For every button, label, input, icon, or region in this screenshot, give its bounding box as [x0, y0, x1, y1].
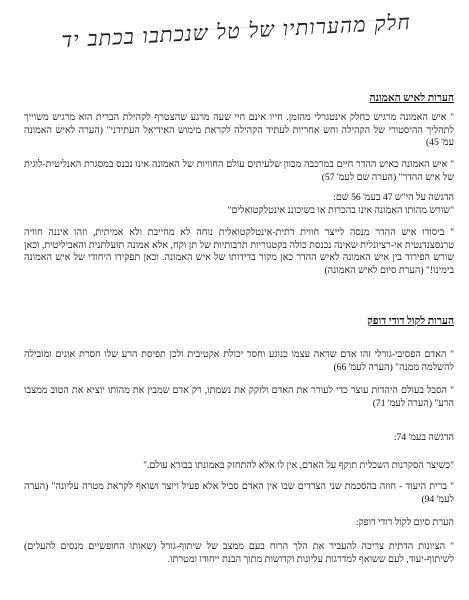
- paragraph-1: " איש האמונה מרגיש כחלק אינטגרלי מהזמן. חייו אינם חיי שעה מרגע שהצטרף לקהילת הברית הוא מרגיש משוייך לתהליך ההיסטורי של הקהילה וחש אחריות לעתיד הקהילה לקראת מימוש האידיאל העתידני" (הערה לאיש האמונה עמ' 45): [24, 112, 454, 149]
- paragraph-9: "כשיצר הסקרנות השכלית תוקף על האדם, אין לו אלא להתחזק באמונתו בבורא עולם.": [143, 460, 454, 471]
- paragraph-11: הערת סיום לקול דודי דופק:: [355, 517, 454, 528]
- paragraph-12: " הציונות הדתית צריכה להעביר את הלך הרוח בעם ממצב של שיתוף-גורל (שאותו החופשיים מנסים להעלים) לשיתוף-יעוד, לעם ששואף למדרגות עליונות וקדושות מתוך הבנת ייחודו ומטרתו.: [24, 541, 454, 565]
- section-title-faith-man: הערות לאיש האמונה: [369, 93, 454, 104]
- handwritten-title-text: חלק מהערותיו של טל שנכתבו בכתב יד: [61, 10, 412, 53]
- paragraph-8: הדגשה בעמ' 74:: [393, 432, 454, 443]
- paragraph-7: " הסבל בעולם היהדות עוצר כדי לעורר את האדם ולזקק את נשמתו, רק אדם שמבין את מהותו יוציא את הטוב ממצבו הרע" (הערה לעמ' 71): [24, 385, 454, 409]
- paragraph-5: " ביסודו איש ההדר מנסה לייצר חווית דתית-אינטלקטואלית נוחה לא מחייבת ולא אמיתית, וזהו איננה חוויה טרנסצנדנטית אי-רציונלית שאינה נכנסת כולה בקטגוריות תרבותיות של תן וקח, אלא אמונה תועלתנית והאביליטית, וכאן שורש הפירוד בין איש האמונה לאיש ההדר כאן מקור בדידותו של איש האמונה. וכאן תפקידו היחודי של איש האמונה בימינו!" (הערת סיום לאיש האמונה): [24, 227, 454, 276]
- paragraph-4: "שורש מהותו האמונה אינו בהכרות או בשיכוננ אינטלקטואלים": [227, 205, 454, 216]
- paragraph-3: הדגשה על הי"ש 47 בעמ' 56 שם:: [333, 192, 454, 203]
- paragraph-10: " ברית היעוד - חוזה בהסכמת שני הצדדים שבו אין האדם סביל אלא פעיל ויוצר ושואף לקראת מטרה עליונה" (הערה לעמ' 94): [24, 481, 454, 505]
- paragraph-2: " איש האמונה כאיש ההדר חיים במרכבה מכוון שלעיתים עולם החוויות של האמונה אינו נכנס במסגרת האנליטית-לוגית של איש ההדר" (הערה שם לעמ' 57): [24, 159, 454, 183]
- section-title-kol-dodi: הערות לקול דודי דופק: [367, 316, 454, 327]
- paragraph-6: " האדם הפסיבי-גורלי זהו אדם שראה עצמו כנוגע וחסר יכולת אקטיבית ולכן תפיסת הרע שלו חסרת אונים ומובילה להשלמה ממנה" (הערה לעמ' 66): [24, 349, 454, 373]
